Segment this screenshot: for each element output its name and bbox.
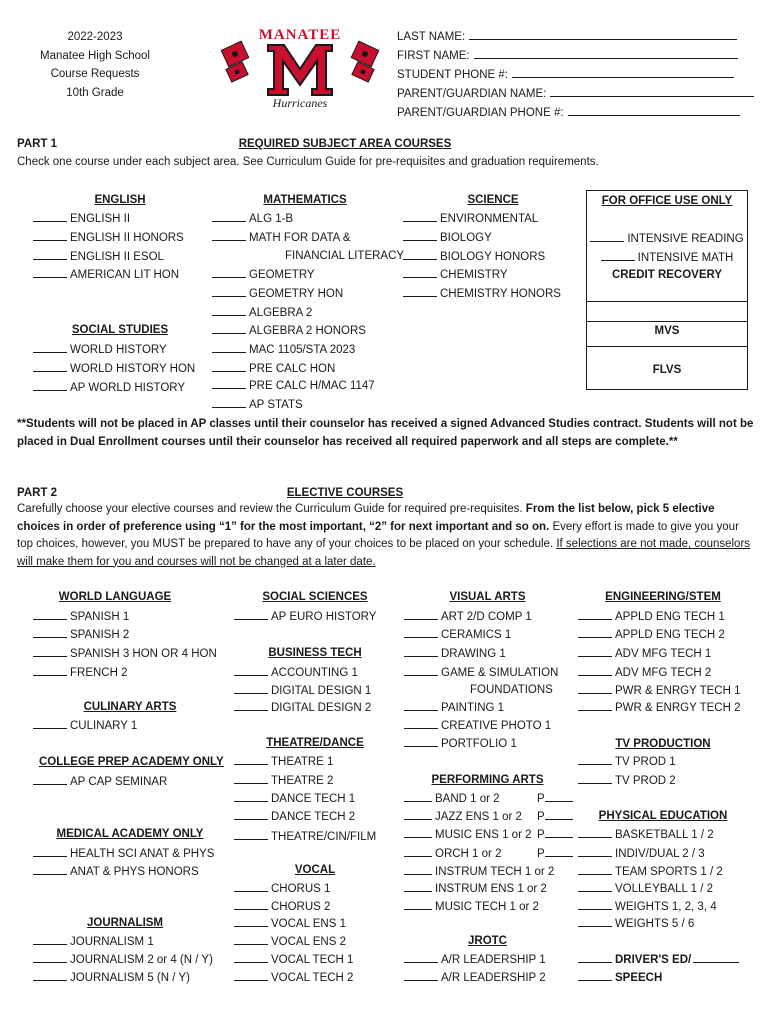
list-item[interactable]: PRE CALC H/MAC 1147 (212, 378, 375, 393)
business-tech-title: BUSINESS TECH (268, 647, 362, 659)
list-item[interactable]: DANCE TECH 1 (234, 791, 355, 806)
list-item[interactable]: JAZZ ENS 1 or 2 (404, 809, 522, 824)
list-item[interactable]: PAINTING 1 (404, 700, 504, 715)
list-item[interactable]: PWR & ENRGY TECH 2 (578, 700, 740, 715)
english-title: ENGLISH (94, 194, 146, 206)
p-field[interactable]: P (537, 846, 573, 861)
list-item[interactable]: CULINARY 1 (33, 718, 137, 733)
student-info-fields (397, 28, 754, 123)
list-item[interactable]: TEAM SPORTS 1 / 2 (578, 864, 723, 879)
college-prep-title: COLLEGE PREP ACADEMY ONLY (39, 756, 224, 768)
culinary-title: CULINARY ARTS (83, 701, 177, 713)
list-item[interactable]: JOURNALISM 5 (N / Y) (33, 970, 190, 985)
list-item[interactable]: ORCH 1 or 2 (404, 846, 501, 861)
list-item[interactable]: BASKETBALL 1 / 2 (578, 827, 714, 842)
part1-note: **Students will not be placed in AP classes until their counselor has received a signed Advanced Studies contract. Students will not be placed in Dual Enrollment courses until their counselor has received all required paperwork and all steps are complete.** (17, 418, 754, 448)
list-item[interactable]: ACCOUNTING 1 (234, 665, 358, 680)
list-item[interactable]: CHORUS 1 (234, 881, 330, 896)
list-item[interactable]: WORLD HISTORY HON (33, 361, 195, 376)
medical-title: MEDICAL ACADEMY ONLY (56, 828, 204, 840)
list-item[interactable]: MAC 1105/STA 2023 (212, 342, 355, 357)
list-item[interactable]: DRAWING 1 (404, 646, 506, 661)
list-item[interactable]: ENGLISH II HONORS (33, 230, 184, 245)
list-item[interactable]: ALGEBRA 2 HONORS (212, 323, 366, 338)
science-title: SCIENCE (467, 194, 519, 206)
list-item-continuation: FINANCIAL LITERACY (285, 250, 405, 262)
list-item[interactable]: MATH FOR DATA & (212, 230, 351, 245)
list-item[interactable]: DIGITAL DESIGN 1 (234, 683, 371, 698)
last-name-field[interactable]: LAST NAME: (397, 28, 754, 47)
list-item[interactable]: THEATRE/CIN/FILM (234, 829, 376, 844)
list-item[interactable]: VOLLEYBALL 1 / 2 (578, 881, 713, 896)
form-name: Course Requests (50, 68, 140, 80)
mathematics-title: MATHEMATICS (263, 194, 347, 206)
list-item[interactable]: ENVIRONMENTAL (403, 211, 538, 226)
list-item[interactable]: THEATRE 2 (234, 773, 333, 788)
journalism-title: JOURNALISM (86, 917, 164, 929)
list-item[interactable]: HEALTH SCI ANAT & PHYS (33, 846, 214, 861)
parent-name-field[interactable]: PARENT/GUARDIAN NAME: (397, 85, 754, 104)
list-item[interactable]: BAND 1 or 2 (404, 791, 500, 806)
list-item[interactable]: ADV MFG TECH 1 (578, 646, 711, 661)
list-item[interactable]: PORTFOLIO 1 (404, 736, 517, 751)
visual-arts-title: VISUAL ARTS (449, 591, 526, 603)
list-item[interactable]: BIOLOGY (403, 230, 492, 245)
list-item[interactable]: APPLD ENG TECH 2 (578, 627, 725, 642)
list-item[interactable]: JOURNALISM 2 or 4 (N / Y) (33, 952, 213, 967)
list-item[interactable]: VOCAL ENS 2 (234, 934, 346, 949)
tv-production-title: TV PRODUCTION (615, 738, 711, 750)
hurricane-logo-icon (220, 25, 380, 111)
list-item[interactable]: SPANISH 2 (33, 627, 129, 642)
office-item[interactable]: INTENSIVE READING (587, 231, 747, 246)
grade-level: 10th Grade (66, 86, 124, 99)
list-item[interactable]: VOCAL TECH 2 (234, 970, 353, 985)
logo-word: MANATEE (258, 27, 342, 43)
list-item[interactable]: A/R LEADERSHIP 1 (404, 952, 546, 967)
list-item[interactable]: AP CAP SEMINAR (33, 774, 167, 789)
list-item[interactable]: MUSIC TECH 1 or 2 (404, 899, 539, 914)
social-studies-title: SOCIAL STUDIES (71, 324, 169, 336)
list-item[interactable]: WEIGHTS 5 / 6 (578, 916, 694, 931)
first-name-field[interactable]: FIRST NAME: (397, 47, 754, 66)
list-item[interactable]: CHEMISTRY HONORS (403, 286, 561, 301)
office-item-flvs: FLVS (652, 364, 682, 376)
vocal-title: VOCAL (294, 864, 336, 876)
list-item[interactable]: ENGLISH II ESOL (33, 249, 164, 264)
speech-item[interactable]: SPEECH (578, 970, 662, 985)
list-item[interactable]: TV PROD 2 (578, 773, 676, 788)
list-item[interactable]: PWR & ENRGY TECH 1 (578, 683, 740, 698)
engineering-title: ENGINEERING/STEM (605, 591, 721, 603)
list-item[interactable]: ALG 1-B (212, 211, 293, 226)
office-item-credit-recovery: CREDIT RECOVERY (611, 269, 723, 281)
list-item[interactable]: INSTRUM TECH 1 or 2 (404, 864, 554, 879)
performing-arts-title: PERFORMING ARTS (431, 774, 544, 786)
list-item[interactable]: INSTRUM ENS 1 or 2 (404, 881, 547, 896)
theatre-dance-title: THEATRE/DANCE (266, 737, 364, 749)
list-item[interactable]: VOCAL ENS 1 (234, 916, 346, 931)
student-phone-field[interactable]: STUDENT PHONE #: (397, 66, 754, 85)
list-item[interactable]: ADV MFG TECH 2 (578, 665, 711, 680)
list-item[interactable]: GEOMETRY (212, 267, 315, 282)
part2-title: ELECTIVE COURSES (286, 487, 404, 499)
list-item[interactable]: ART 2/D COMP 1 (404, 609, 532, 624)
list-item[interactable]: INDIV/DUAL 2 / 3 (578, 846, 705, 861)
world-language-title: WORLD LANGUAGE (58, 591, 172, 603)
list-item[interactable]: GEOMETRY HON (212, 286, 343, 301)
list-item[interactable]: DANCE TECH 2 (234, 809, 355, 824)
list-item[interactable]: TV PROD 1 (578, 754, 676, 769)
p-field[interactable]: P (537, 791, 573, 806)
part2-label: PART 2 (17, 487, 58, 499)
list-item[interactable]: A/R LEADERSHIP 2 (404, 970, 546, 985)
social-sciences-title: SOCIAL SCIENCES (262, 591, 368, 603)
list-item[interactable]: VOCAL TECH 1 (234, 952, 353, 967)
list-item[interactable]: CHORUS 2 (234, 899, 330, 914)
list-item[interactable]: DIGITAL DESIGN 2 (234, 700, 371, 715)
list-item[interactable]: APPLD ENG TECH 1 (578, 609, 725, 624)
part2-instructions: Carefully choose your elective courses and review the Curriculum Guide for required pre-requisites. From the list below, pick 5 elective choices in order of preference using “1” for the most important, “2” for next important and so on. Every effort is made to give you your top choices, however, you MUST be prepared to have any of your choices to be placed on your schedule. If selections are not made, counselors will make them for you and courses will not be changed at a later date. (17, 503, 751, 568)
list-item[interactable]: BIOLOGY HONORS (403, 249, 545, 264)
list-item[interactable]: AP EURO HISTORY (234, 609, 376, 624)
office-item[interactable]: INTENSIVE MATH (587, 250, 747, 265)
list-item[interactable]: PRE CALC HON (212, 361, 335, 376)
office-item-mvs: MVS (654, 325, 680, 337)
list-item[interactable]: MUSIC ENS 1 or 2 (404, 827, 532, 842)
list-item[interactable]: WORLD HISTORY (33, 342, 167, 357)
list-item-continuation: FOUNDATIONS (470, 684, 553, 696)
school-logo (220, 25, 380, 111)
list-item[interactable]: ANAT & PHYS HONORS (33, 864, 199, 879)
list-item[interactable]: CHEMISTRY (403, 267, 508, 282)
jrotc-title: JROTC (468, 935, 507, 947)
list-item[interactable]: JOURNALISM 1 (33, 934, 154, 949)
list-item[interactable]: GAME & SIMULATION (404, 665, 558, 680)
list-item[interactable]: AMERICAN LIT HON (33, 267, 179, 282)
list-item[interactable]: AP STATS (212, 397, 303, 412)
school-name: Manatee High School (40, 49, 150, 62)
office-use-box (586, 190, 748, 390)
list-item[interactable]: AP WORLD HISTORY (33, 380, 185, 395)
office-use-title: FOR OFFICE USE ONLY (601, 195, 733, 207)
list-item[interactable]: SPANISH 3 HON OR 4 HON (33, 646, 217, 661)
part1-instructions: Check one course under each subject area. See Curriculum Guide for pre-requisites and graduation requirements. (17, 156, 599, 168)
p-field[interactable]: P (537, 827, 573, 842)
list-item[interactable]: THEATRE 1 (234, 754, 333, 769)
drivers-ed-item[interactable]: DRIVER'S ED/ (578, 952, 742, 967)
list-item[interactable]: CERAMICS 1 (404, 627, 511, 642)
list-item[interactable]: WEIGHTS 1, 2, 3, 4 (578, 899, 717, 914)
part1-title: REQUIRED SUBJECT AREA COURSES (238, 138, 452, 150)
school-info (20, 28, 170, 102)
list-item[interactable]: SPANISH 1 (33, 609, 129, 624)
logo-script: Hurricanes (272, 96, 328, 110)
list-item[interactable]: CREATIVE PHOTO 1 (404, 718, 551, 733)
parent-phone-field[interactable]: PARENT/GUARDIAN PHONE #: (397, 104, 754, 123)
list-item[interactable]: FRENCH 2 (33, 665, 128, 680)
physical-education-title: PHYSICAL EDUCATION (598, 810, 728, 822)
school-year: 2022-2023 (67, 31, 123, 43)
p-field[interactable]: P (537, 809, 573, 824)
list-item[interactable]: ALGEBRA 2 (212, 305, 312, 320)
list-item[interactable]: ENGLISH II (33, 211, 130, 226)
part1-label: PART 1 (17, 138, 58, 150)
